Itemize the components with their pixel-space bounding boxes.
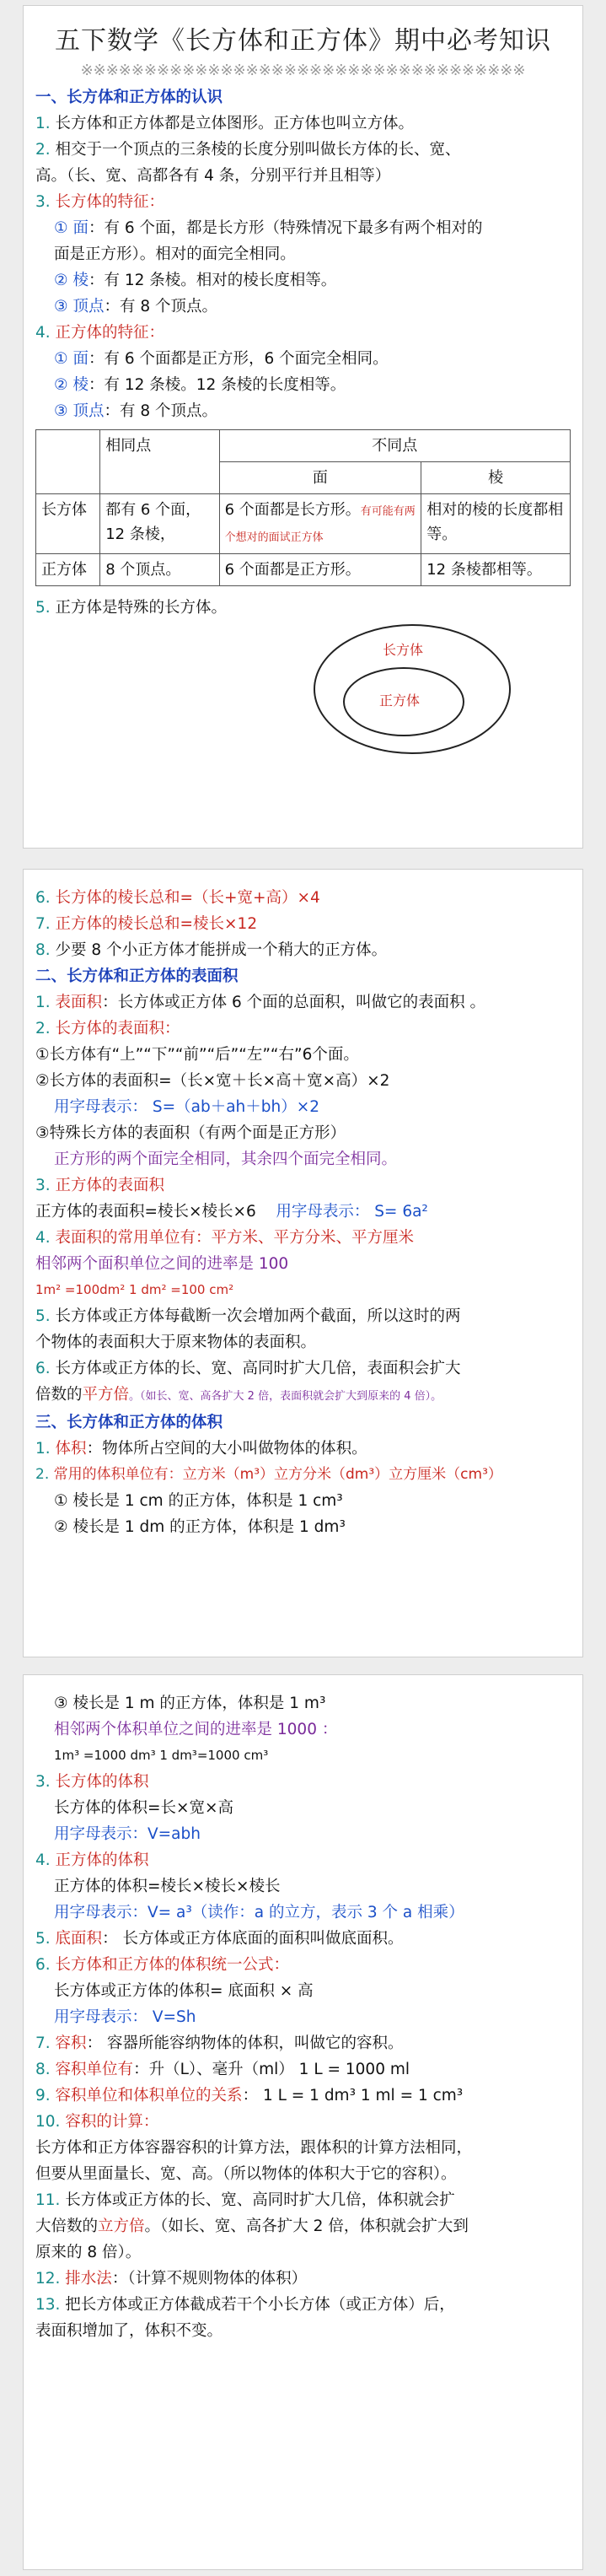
subheading: 长方体的特征：: [55, 193, 165, 211]
letter-formula: 用字母表示： S= 6a²: [276, 1203, 428, 1221]
col-header-edge: 棱: [421, 462, 571, 494]
item-number: 6.: [35, 1360, 51, 1377]
item-number: 5.: [35, 1307, 51, 1325]
item-number: 1.: [35, 994, 51, 1011]
item-number: 8.: [35, 2061, 51, 2078]
cell-face: 6 个面都是正方形。: [219, 554, 421, 586]
item-number: 3.: [35, 193, 51, 211]
keyword: 平方倍: [82, 1386, 130, 1404]
text-line: ③ 棱长是 1 m 的正方体，体积是 1 m³: [54, 1695, 326, 1712]
keyword: 容积单位和体积单位的关系: [55, 2087, 243, 2104]
section-2-heading: 二、长方体和正方体的表面积: [35, 967, 239, 985]
letter-formula: 用字母表示：V=abh: [54, 1825, 201, 1843]
text-line: ： 容器所能容纳物体的体积，叫做它的容积。: [86, 2034, 404, 2052]
subheading: 长方体和正方体的体积统一公式：: [55, 1956, 290, 1974]
text-line: 正方形的两个面完全相同，其余四个面完全相同。: [54, 1151, 398, 1168]
text-line: ： 长方体或正方体底面的面积叫做底面积。: [102, 1930, 404, 1948]
text-line: 正方体是特殊的长方体。: [55, 599, 228, 617]
text-line: 大倍数的: [35, 2218, 99, 2235]
section-3-heading: 三、长方体和正方体的体积: [35, 1414, 223, 1431]
text-line: ：物体所占空间的大小叫做物体的体积。: [86, 1440, 367, 1458]
text-line: 面是正方形）。相对的面完全相同。: [54, 245, 296, 263]
text-line: ③特殊长方体的表面积（有两个面是正方形）: [35, 1124, 346, 1142]
item-number: 4.: [35, 1851, 51, 1869]
item-number: 7.: [35, 915, 51, 933]
text-line: 原来的 8 倍）。: [35, 2244, 142, 2261]
keyword: 排水法: [60, 2270, 112, 2288]
formula: 长方体的棱长总和=（长+宽+高）×4: [55, 889, 320, 907]
item-number: 8.: [35, 941, 51, 959]
text-line: 长方体和正方体容器容积的计算方法，跟体积的计算方法相同，: [35, 2139, 473, 2157]
text-line: 长方体或正方体的长、宽、高同时扩大几倍，表面积会扩大: [55, 1360, 461, 1377]
row-name: 长方体: [36, 494, 100, 554]
item-number: 1.: [35, 115, 51, 132]
text-line: 长方体的体积=长×宽×高: [54, 1799, 234, 1817]
table-corner: [36, 430, 100, 494]
col-header-same: 相同点: [100, 430, 219, 494]
item-number: 2.: [35, 141, 51, 159]
subheading: 正方体的特征：: [55, 324, 165, 342]
item-number: 1.: [35, 1440, 51, 1458]
keyword: 立方倍: [98, 2218, 145, 2235]
text-line: ： 1 L = 1 dm³ 1 ml = 1 cm³: [242, 2087, 464, 2104]
text-line: ：有 6 个面，都是长方形（特殊情况下最多有两个相对的: [88, 219, 483, 237]
item-number: 12.: [35, 2270, 61, 2288]
item-number: 5.: [35, 599, 51, 617]
item-number: 4.: [35, 324, 51, 342]
subheading: 容积的计算：: [65, 2113, 159, 2131]
letter-formula: 用字母表示：V= a³（读作：a 的立方，表示 3 个 a 相乘）: [54, 1904, 464, 1921]
text-line: ：有 12 条棱。相对的棱长度相等。: [88, 272, 337, 289]
item-number: 4.: [35, 1229, 51, 1247]
text-line: ：有 12 条棱。12 条棱的长度相等。: [88, 376, 346, 394]
keyword: ③ 顶点: [54, 402, 105, 420]
subheading: 正方体的表面积: [55, 1177, 165, 1194]
item-number: 3.: [35, 1177, 51, 1194]
text-line: 把长方体或正方体截成若干个小长方体（或正方体）后，: [60, 2296, 455, 2314]
text-line: ：（计算不规则物体的体积）: [111, 2270, 308, 2288]
item-number: 6.: [35, 1956, 51, 1974]
letter-formula: 用字母表示： V=Sh: [54, 2008, 196, 2026]
text-line: 。（如长、宽、高各扩大 2 倍，体积就会扩大到: [144, 2218, 469, 2235]
item-number: 11.: [35, 2191, 61, 2209]
cell-edge: 相对的棱的长度都相等。: [421, 494, 571, 554]
text-line: ：有 8 个顶点。: [104, 298, 218, 315]
cell-text: 6 个面都是长方形。: [224, 501, 361, 519]
text-line: 但要从里面量长、宽、高。（所以物体的体积大于它的容积）。: [35, 2165, 457, 2183]
text-line: ①长方体有“上”“下”“前”“后”“左”“右”6个面。: [35, 1046, 359, 1064]
subheading: 长方体的体积: [55, 1773, 149, 1791]
keyword: ① 面: [54, 350, 88, 368]
venn-outer-label: 长方体: [383, 642, 424, 658]
cell-face: [219, 494, 421, 554]
item-number: 3.: [35, 1773, 51, 1791]
unit-conversion: 1m² =100dm² 1 dm² =100 cm²: [35, 1282, 234, 1297]
text-line: 表面积增加了，体积不变。: [35, 2322, 223, 2340]
item-number: 10.: [35, 2113, 61, 2131]
page-3: [23, 1674, 583, 2570]
text-line: ：有 8 个顶点。: [104, 402, 218, 420]
section-1-heading: 一、长方体和正方体的认识: [35, 89, 223, 106]
text-line: 长方体和正方体都是立体图形。正方体也叫立方体。: [55, 115, 415, 132]
item-number: 9.: [35, 2087, 51, 2104]
text-line: 相邻两个体积单位之间的进率是 1000 ：: [54, 1721, 338, 1738]
text-line: 高。（长、宽、高都各有 4 条，分别平行并且相等）: [35, 167, 391, 185]
col-header-diff: 不同点: [219, 430, 570, 462]
cell-note: 有可能有两个想对的面试正方体: [224, 505, 416, 544]
text-line: ：长方体或正方体 6 个面的总面积，叫做它的表面积 。: [102, 994, 485, 1011]
item-number: 6.: [35, 889, 51, 907]
text-line: 长方体或正方体每截断一次会增加两个截面，所以这时的两: [55, 1307, 461, 1325]
cell-edge: 12 条棱都相等。: [421, 554, 571, 586]
cell-same: 都有 6 个面，12 条棱，: [100, 494, 219, 554]
venn-inner-label: 正方体: [379, 693, 421, 709]
text-line: 正方体的表面积=棱长×棱长×6: [35, 1203, 256, 1221]
text-line: 相邻两个面积单位之间的进率是 100: [35, 1255, 289, 1273]
text-line: ：升（L）、毫升（ml） 1 L = 1000 ml: [133, 2061, 410, 2078]
page-title: 五下数学《长方体和正方体》期中必考知识: [55, 26, 551, 56]
note: 。（如长、宽、高各扩大 2 倍，表面积就会扩大到原来的 4 倍）。: [129, 1390, 442, 1403]
text-line: ① 棱长是 1 cm 的正方体，体积是 1 cm³: [54, 1492, 343, 1510]
keyword: ② 棱: [54, 376, 88, 394]
text-line: ② 棱长是 1 dm 的正方体，体积是 1 dm³: [54, 1518, 346, 1536]
letter-formula: 用字母表示： S=（ab＋ah＋bh）×2: [54, 1098, 320, 1116]
keyword: 底面积: [55, 1930, 103, 1948]
item-number: 2.: [35, 1466, 50, 1483]
comparison-table: [35, 429, 571, 586]
text-line: 倍数的: [35, 1386, 83, 1404]
text-line: 正方体的体积=棱长×棱长×棱长: [54, 1878, 281, 1895]
cell-same: 8 个顶点。: [100, 554, 219, 586]
text-line: 长方体或正方体的体积= 底面积 × 高: [54, 1982, 314, 2000]
formula: 正方体的棱长总和=棱长×12: [55, 915, 258, 933]
row-name: 正方体: [36, 554, 100, 586]
item-number: 2.: [35, 1020, 51, 1037]
page-2: [23, 869, 583, 1657]
text-line: 表面积的常用单位有：平方米、平方分米、平方厘米: [55, 1229, 415, 1247]
text-line: 常用的体积单位有：立方米（m³）立方分米（dm³）立方厘米（cm³）: [53, 1466, 502, 1483]
text-line: 个物体的表面积大于原来物体的表面积。: [35, 1334, 317, 1351]
keyword: 体积: [55, 1440, 87, 1458]
keyword: ② 棱: [54, 272, 88, 289]
text-line: 长方体或正方体的长、宽、高同时扩大几倍，体积就会扩: [60, 2191, 455, 2209]
keyword: ③ 顶点: [54, 298, 105, 315]
item-number: 7.: [35, 2034, 51, 2052]
keyword: ① 面: [54, 219, 88, 237]
subheading: 长方体的表面积：: [55, 1020, 180, 1037]
keyword: 表面积: [55, 994, 103, 1011]
col-header-face: 面: [219, 462, 421, 494]
unit-conversion: 1m³ =1000 dm³ 1 dm³=1000 cm³: [54, 1748, 269, 1763]
item-number: 5.: [35, 1930, 51, 1948]
page-1: [23, 5, 583, 849]
venn-diagram: [35, 621, 571, 764]
text-line: 相交于一个顶点的三条棱的长度分别叫做长方体的长、宽、: [55, 141, 461, 159]
subheading: 正方体的体积: [55, 1851, 149, 1869]
item-number: 13.: [35, 2296, 61, 2314]
text-line: ②长方体的表面积=（长×宽＋长×高＋宽×高）×2: [35, 1072, 390, 1090]
keyword: 容积: [55, 2034, 87, 2052]
text-line: ：有 6 个面都是正方形，6 个面完全相同。: [88, 350, 389, 368]
text-line: 少要 8 个小正方体才能拼成一个稍大的正方体。: [55, 941, 388, 959]
star-divider: ※※※※※※※※※※※※※※※※※※※※※※※※※※※※※※※※※※※: [80, 62, 526, 79]
keyword: 容积单位有: [55, 2061, 134, 2078]
